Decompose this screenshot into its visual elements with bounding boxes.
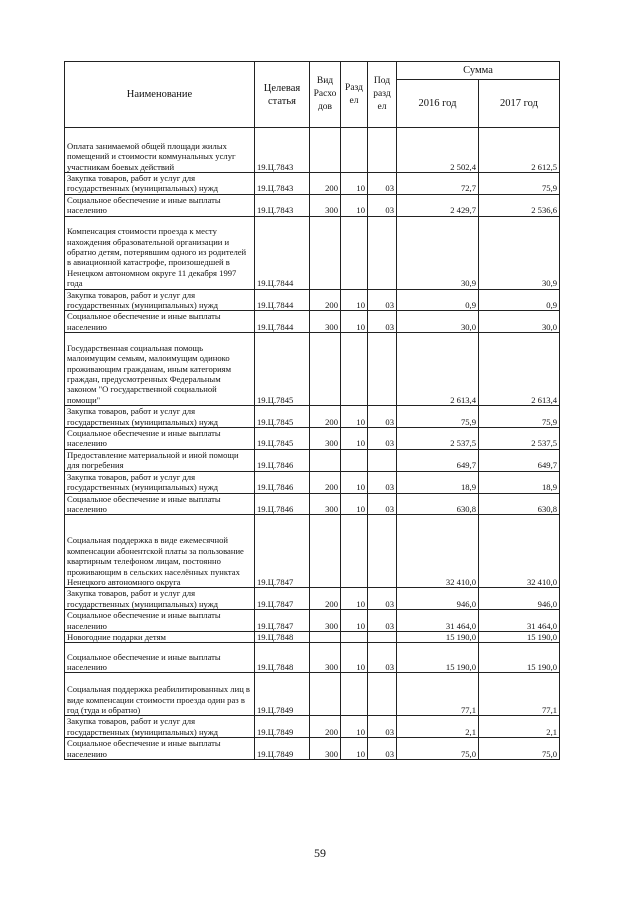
row-expense-type (310, 333, 341, 406)
row-sum-2017: 630,8 (479, 493, 560, 515)
table-row (65, 311, 560, 333)
row-section (341, 673, 368, 716)
row-expense-type (310, 515, 341, 588)
row-subsection (368, 673, 397, 716)
row-target-code: 19.Ц.7848 (255, 643, 310, 673)
row-subsection: 03 (368, 716, 397, 738)
header-type-line: Вид (316, 76, 334, 86)
row-section: 10 (341, 173, 368, 195)
row-section: 10 (341, 738, 368, 760)
row-subsection: 03 (368, 289, 397, 311)
row-name: Социальная поддержка реабилитированных лиц в виде компенсации стоимости проезда один раз в год (туда и обратно) (65, 673, 255, 716)
page-number: 59 (314, 846, 326, 860)
row-expense-type (310, 128, 341, 173)
row-sum-2017: 15 190,0 (479, 643, 560, 673)
row-section (341, 449, 368, 471)
row-expense-type (310, 673, 341, 716)
row-target-code: 19.Ц.7849 (255, 673, 310, 716)
row-sum-2016: 30,0 (397, 311, 479, 333)
row-target-code: 19.Ц.7843 (255, 128, 310, 173)
row-sum-2016: 2 429,7 (397, 194, 479, 216)
row-sum-2017: 30,0 (479, 311, 560, 333)
row-sum-2016: 75,9 (397, 406, 479, 428)
row-expense-type: 300 (310, 428, 341, 450)
table-row (65, 173, 560, 195)
row-target-code: 19.Ц.7848 (255, 631, 310, 642)
row-name: Закупка товаров, работ и услуг для государственных (муниципальных) нужд (65, 173, 255, 195)
row-sum-2016: 2 502,4 (397, 128, 479, 173)
row-target-code: 19.Ц.7844 (255, 216, 310, 289)
table-row (65, 738, 560, 760)
table-row (65, 216, 560, 289)
row-sum-2017: 2 537,5 (479, 428, 560, 450)
row-name: Закупка товаров, работ и услуг для государственных (муниципальных) нужд (65, 471, 255, 493)
row-expense-type: 300 (310, 738, 341, 760)
header-year-2017: 2017 год (479, 80, 560, 128)
row-subsection (368, 515, 397, 588)
row-subsection: 03 (368, 311, 397, 333)
row-name: Закупка товаров, работ и услуг для государственных (муниципальных) нужд (65, 406, 255, 428)
row-target-code: 19.Ц.7844 (255, 289, 310, 311)
row-section (341, 333, 368, 406)
table-row (65, 673, 560, 716)
row-subsection (368, 216, 397, 289)
row-name: Закупка товаров, работ и услуг для государственных (муниципальных) нужд (65, 716, 255, 738)
row-subsection: 03 (368, 738, 397, 760)
table-body (65, 128, 560, 760)
row-expense-type (310, 449, 341, 471)
row-name: Социальное обеспечение и иные выплаты населению (65, 311, 255, 333)
row-sum-2016: 946,0 (397, 588, 479, 610)
row-section: 10 (341, 588, 368, 610)
row-section (341, 515, 368, 588)
row-subsection: 03 (368, 471, 397, 493)
budget-table (64, 61, 560, 760)
row-expense-type: 300 (310, 643, 341, 673)
row-subsection: 03 (368, 588, 397, 610)
row-sum-2016: 15 190,0 (397, 631, 479, 642)
row-sum-2017: 30,9 (479, 216, 560, 289)
row-name: Предоставление материальной и иной помощи для погребения (65, 449, 255, 471)
row-section: 10 (341, 428, 368, 450)
row-sum-2017: 75,9 (479, 406, 560, 428)
row-sum-2017: 946,0 (479, 588, 560, 610)
table-row (65, 449, 560, 471)
row-sum-2017: 77,1 (479, 673, 560, 716)
row-sum-2016: 75,0 (397, 738, 479, 760)
row-subsection: 03 (368, 493, 397, 515)
table-row (65, 128, 560, 173)
table-row (65, 716, 560, 738)
row-sum-2016: 18,9 (397, 471, 479, 493)
table-row (65, 631, 560, 642)
row-sum-2016: 2,1 (397, 716, 479, 738)
row-section: 10 (341, 716, 368, 738)
budget-table-sheet (64, 61, 559, 760)
table-row (65, 515, 560, 588)
table-row (65, 493, 560, 515)
row-subsection: 03 (368, 406, 397, 428)
row-expense-type (310, 216, 341, 289)
row-name: Социальная поддержка в виде ежемесячной компенсации абонентской платы за пользование квартирным телефоном лицам, постоянно проживающим в сельских населённых пунктах Ненецкого автономного округа (65, 515, 255, 588)
row-expense-type (310, 631, 341, 642)
row-sum-2017: 15 190,0 (479, 631, 560, 642)
header-year-2016: 2016 год (397, 80, 479, 128)
row-target-code: 19.Ц.7846 (255, 493, 310, 515)
row-expense-type: 200 (310, 289, 341, 311)
row-section: 10 (341, 610, 368, 632)
header-type-line: Расхо (313, 89, 337, 99)
row-subsection: 03 (368, 428, 397, 450)
row-target-code: 19.Ц.7846 (255, 471, 310, 493)
row-sum-2017: 2 613,4 (479, 333, 560, 406)
row-sum-2017: 2,1 (479, 716, 560, 738)
row-name: Социальное обеспечение и иные выплаты населению (65, 493, 255, 515)
row-sum-2017: 649,7 (479, 449, 560, 471)
row-subsection (368, 333, 397, 406)
row-sum-2016: 0,9 (397, 289, 479, 311)
row-target-code: 19.Ц.7849 (255, 716, 310, 738)
header-target: Целевая статья (255, 62, 310, 128)
row-expense-type: 300 (310, 194, 341, 216)
table-row (65, 289, 560, 311)
header-sum: Сумма (397, 62, 560, 80)
row-section: 10 (341, 493, 368, 515)
row-target-code: 19.Ц.7845 (255, 428, 310, 450)
row-target-code: 19.Ц.7847 (255, 515, 310, 588)
table-row (65, 588, 560, 610)
row-expense-type: 300 (310, 311, 341, 333)
row-sum-2017: 2 536,6 (479, 194, 560, 216)
row-target-code: 19.Ц.7849 (255, 738, 310, 760)
table-header (65, 62, 560, 128)
row-sum-2016: 2 613,4 (397, 333, 479, 406)
row-sum-2016: 15 190,0 (397, 643, 479, 673)
row-name: Социальное обеспечение и иные выплаты населению (65, 428, 255, 450)
row-sum-2016: 649,7 (397, 449, 479, 471)
row-section: 10 (341, 471, 368, 493)
row-section: 10 (341, 289, 368, 311)
table-row (65, 643, 560, 673)
row-section: 10 (341, 311, 368, 333)
row-sum-2017: 75,0 (479, 738, 560, 760)
row-sum-2017: 75,9 (479, 173, 560, 195)
row-target-code: 19.Ц.7844 (255, 311, 310, 333)
header-type (310, 62, 341, 128)
table-row (65, 428, 560, 450)
row-sum-2017: 32 410,0 (479, 515, 560, 588)
row-subsection (368, 449, 397, 471)
row-name: Закупка товаров, работ и услуг для государственных (муниципальных) нужд (65, 289, 255, 311)
row-section: 10 (341, 643, 368, 673)
row-sum-2017: 31 464,0 (479, 610, 560, 632)
row-expense-type: 200 (310, 471, 341, 493)
row-sum-2017: 18,9 (479, 471, 560, 493)
row-section (341, 128, 368, 173)
row-expense-type: 200 (310, 173, 341, 195)
row-target-code: 19.Ц.7845 (255, 333, 310, 406)
row-sum-2016: 72,7 (397, 173, 479, 195)
row-sum-2017: 0,9 (479, 289, 560, 311)
row-target-code: 19.Ц.7843 (255, 173, 310, 195)
row-section (341, 631, 368, 642)
header-subsection: Под разд ел (368, 62, 397, 128)
row-sum-2016: 32 410,0 (397, 515, 479, 588)
row-section (341, 216, 368, 289)
row-section: 10 (341, 406, 368, 428)
row-target-code: 19.Ц.7845 (255, 406, 310, 428)
row-subsection: 03 (368, 610, 397, 632)
row-subsection: 03 (368, 643, 397, 673)
row-subsection: 03 (368, 173, 397, 195)
table-row (65, 406, 560, 428)
row-expense-type: 300 (310, 610, 341, 632)
row-expense-type: 300 (310, 493, 341, 515)
row-target-code: 19.Ц.7843 (255, 194, 310, 216)
row-target-code: 19.Ц.7847 (255, 588, 310, 610)
row-expense-type: 200 (310, 406, 341, 428)
row-name: Оплата занимаемой общей площади жилых помещений и стоимости коммунальных услуг участникам боевых действий (65, 128, 255, 173)
row-name: Закупка товаров, работ и услуг для государственных (муниципальных) нужд (65, 588, 255, 610)
row-name: Компенсация стоимости проезда к месту нахождения образовательной организации и обратно детям, потерявшим одного из родителей в авиационной катастрофе, произошедшей в Ненецком автономном округе 11 декабря 1997 года (65, 216, 255, 289)
row-sum-2017: 2 612,5 (479, 128, 560, 173)
header-section: Разд ел (341, 62, 368, 128)
row-name: Социальное обеспечение и иные выплаты населению (65, 738, 255, 760)
header-type-line: дов (317, 102, 333, 112)
row-sum-2016: 630,8 (397, 493, 479, 515)
row-name: Социальное обеспечение и иные выплаты населению (65, 643, 255, 673)
row-expense-type: 200 (310, 588, 341, 610)
table-row (65, 471, 560, 493)
row-sum-2016: 31 464,0 (397, 610, 479, 632)
row-name: Государственная социальная помощь малоимущим семьям, малоимущим одиноко проживающим гражданам, иным категориям граждан, предусмотренных Федеральным законом "О государственной социальной помощи" (65, 333, 255, 406)
table-row (65, 333, 560, 406)
row-name: Социальное обеспечение и иные выплаты населению (65, 610, 255, 632)
row-target-code: 19.Ц.7847 (255, 610, 310, 632)
header-name: Наименование (65, 62, 255, 128)
row-subsection: 03 (368, 194, 397, 216)
row-sum-2016: 2 537,5 (397, 428, 479, 450)
row-expense-type: 200 (310, 716, 341, 738)
row-sum-2016: 30,9 (397, 216, 479, 289)
table-row (65, 194, 560, 216)
table-row (65, 610, 560, 632)
row-name: Новогодние подарки детям (65, 631, 255, 642)
row-sum-2016: 77,1 (397, 673, 479, 716)
row-subsection (368, 631, 397, 642)
row-name: Социальное обеспечение и иные выплаты населению (65, 194, 255, 216)
row-subsection (368, 128, 397, 173)
row-target-code: 19.Ц.7846 (255, 449, 310, 471)
row-section: 10 (341, 194, 368, 216)
